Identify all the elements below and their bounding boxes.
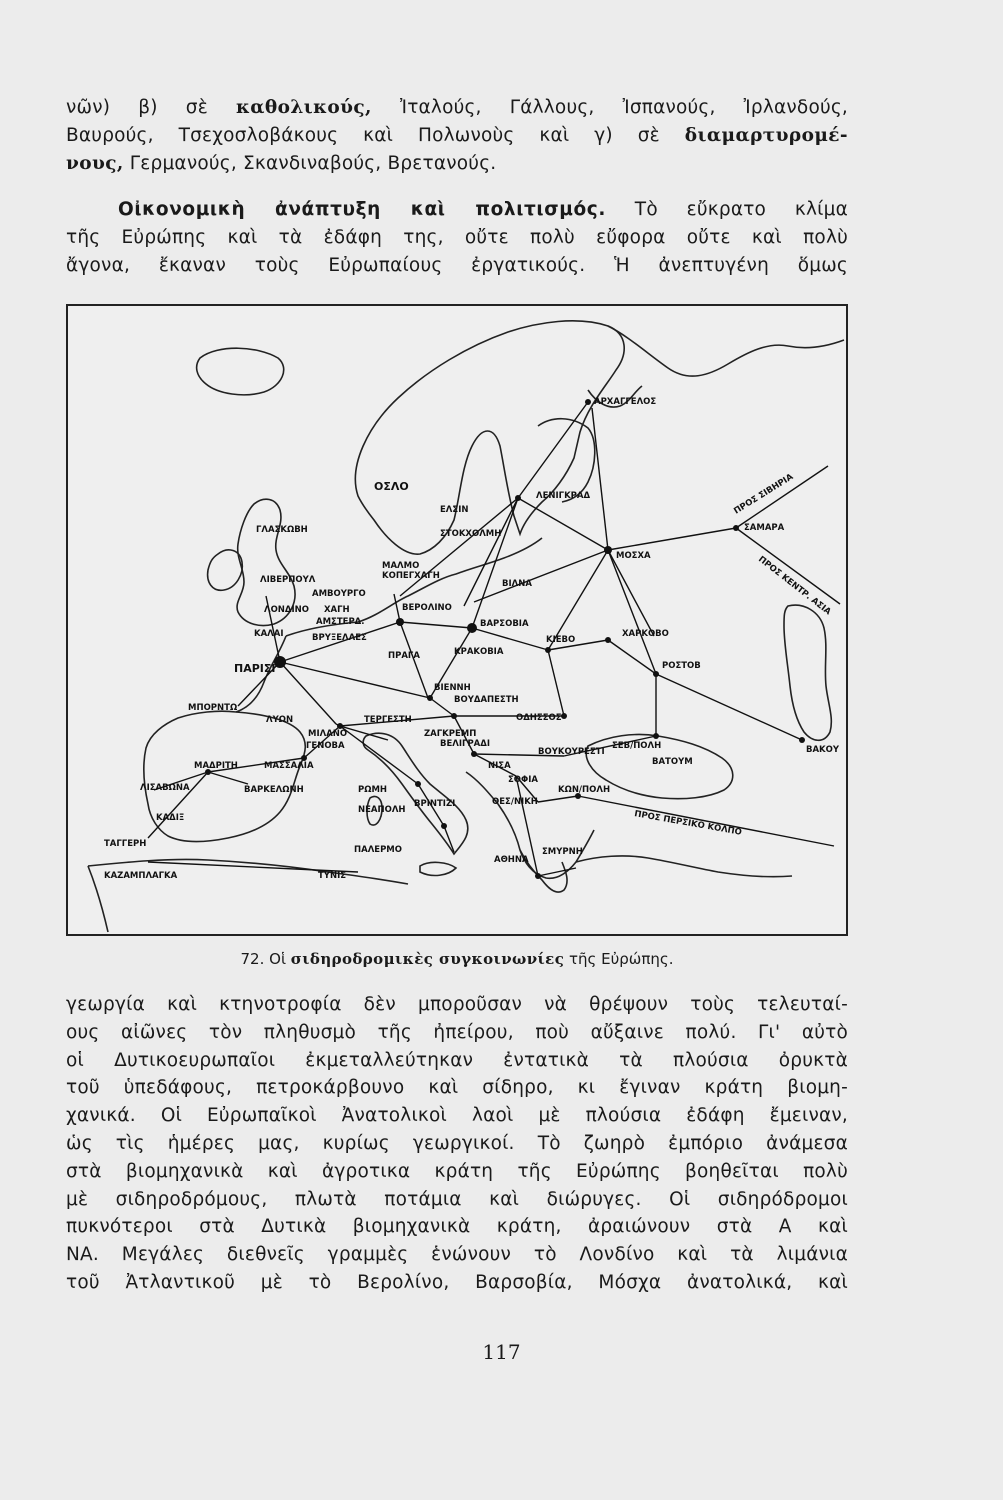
- label-kiev: ΚΙΕΒΟ: [546, 635, 576, 645]
- label-sevastopol: ΣΕΒ/ΠΟΛΗ: [612, 741, 662, 751]
- north-russia-coast: [608, 326, 844, 376]
- text-line: ους αἰῶνες τὸν πληθυσμὸ τῆς ἠπείρου, ποὺ αὔξαινε πολύ. Γι' αὐτὸ: [66, 1021, 848, 1043]
- label-brussels: ΒΡΥΞΕΛΛΕΣ: [312, 633, 367, 643]
- label-thessaloniki: ΘΕΣ/ΝΙΚΗ: [492, 797, 538, 807]
- scandinavia-outline: [355, 321, 624, 554]
- top-paragraph: [66, 94, 848, 177]
- sicily-outline: [420, 862, 456, 875]
- text-line: Οἰκονομικὴ ἀνάπτυξη καὶ πολιτισμός. Τὸ εὔκρατο κλίμα: [118, 199, 848, 220]
- coastlines: [88, 321, 844, 932]
- label-sofia: ΣΟΦΙΑ: [508, 775, 538, 785]
- label-lisbon: ΛΙΣΑΒΩΝΑ: [140, 783, 190, 793]
- label-madrid: ΜΑΔΡΙΤΗ: [194, 761, 238, 771]
- label-odessa: ΟΔΗΣΣΟΣ: [516, 713, 562, 723]
- bottom-paragraph: [66, 991, 848, 1297]
- label-copenhagen: ΚΟΠΕΓΧΑΓΗ: [382, 571, 440, 581]
- label-batumi: ΒΑΤΟΥΜ: [652, 757, 693, 767]
- text-line: ὡς τὶς ἡμέρες μας, κυρίως γεωργικοί. Τὸ ζωηρὸ ἐμπόριο ἀνάμεσα: [66, 1132, 848, 1154]
- label-baku: ΒΑΚΟΥ: [806, 745, 840, 755]
- label-to-central-asia: ΠΡΟΣ ΚΕΝΤΡ. ΑΣΙΑ: [756, 554, 833, 618]
- label-rostov: ΡΟΣΤΟΒ: [662, 661, 701, 671]
- label-budapest: ΒΟΥΔΑΠΕΣΤΗ: [454, 695, 519, 705]
- label-samara: ΣΑΜΑΡΑ: [744, 523, 785, 533]
- label-warsaw: ΒΑΡΣΟΒΙΑ: [480, 619, 529, 629]
- label-bordeaux: ΜΠΟΡΝΤΩ: [188, 703, 238, 713]
- label-belgrade: ΒΕΛΙΓΡΑΔΙ: [440, 739, 490, 749]
- label-berlin: ΒΕΡΟΛΙΝΟ: [402, 603, 452, 613]
- label-arkhangelsk: ΑΡΧΑΓΓΕΛΟΣ: [594, 397, 657, 407]
- label-malmo: ΜΑΛΜΟ: [382, 561, 420, 571]
- text-line: Βαυρούς, Τσεχοσλοβάκους καὶ Πολωνοὺς καὶ γ) σὲ διαμαρτυρομέ-: [66, 124, 848, 146]
- label-rome: ΡΩΜΗ: [358, 785, 388, 795]
- label-vilnius: ΒΙΛΝΑ: [502, 579, 532, 589]
- text-line: τῆς Εὐρώπης καὶ τὰ ἐδάφη της, οὔτε πολὺ εὔφορα οὔτε καὶ πολὺ: [66, 226, 848, 248]
- label-helsinki: ΕΛΣΙΝ: [440, 505, 469, 515]
- label-prague: ΠΡΑΓΑ: [388, 651, 420, 661]
- text-line: νους, Γερμανούς, Σκανδιναβούς, Βρετανούς.: [66, 152, 497, 174]
- text-line: τοῦ ὑπεδάφους, πετροκάρβουνο καὶ σίδηρο, κι ἔγιναν κράτη βιομη-: [66, 1077, 848, 1099]
- label-oslo: ΟΣΛΟ: [374, 480, 409, 493]
- section-paragraph: [66, 196, 848, 279]
- label-stockholm: ΣΤΟΚΧΟΛΜΗ: [440, 529, 502, 539]
- map-drawing: [68, 306, 846, 934]
- label-leningrad: ΛΕΝΙΓΚΡΑΔ: [536, 491, 591, 501]
- label-tangier: ΤΑΓΓΕΡΗ: [104, 839, 147, 849]
- label-amsterdam: ΑΜΣΤΕΡΔ.: [316, 617, 365, 627]
- label-trieste: ΤΕΡΓΕΣΤΗ: [364, 715, 412, 725]
- text-line: ἄγονα, ἔκαναν τοὺς Εὐρωπαίους ἐργατικούς. Ἡ ἀνεπτυγένη ὅμως: [66, 254, 848, 276]
- label-palermo: ΠΑΛΕΡΜΟ: [354, 845, 402, 855]
- section-heading: Οἰκονομικὴ ἀνάπτυξη καὶ πολιτισμός.: [118, 199, 606, 220]
- label-athens: ΑΘΗΝΑ: [494, 855, 529, 865]
- label-constantinople: ΚΩΝ/ΠΟΛΗ: [558, 785, 611, 795]
- text-line: μὲ σιδηροδρόμους, πλωτὰ ποτάμια καὶ διώρυγες. Οἱ σιδηρόδρομοι: [66, 1188, 848, 1210]
- label-vienna: ΒΙΕΝΝΗ: [434, 683, 471, 693]
- page-number: 117: [482, 1340, 521, 1364]
- label-hague: ΧΑΓΗ: [324, 605, 350, 615]
- label-lyon: ΛΥΩΝ: [266, 715, 294, 725]
- label-cadiz: ΚΑΔΙΞ: [156, 813, 185, 823]
- label-genoa: ΓΕΝΟΒΑ: [306, 741, 345, 751]
- label-hamburg: ΑΜΒΟΥΡΓΟ: [312, 589, 366, 599]
- label-milan: ΜΙΛΑΝΟ: [308, 729, 348, 739]
- label-marseille: ΜΑΣΣΑΛΙΑ: [264, 761, 314, 771]
- text-line: νῶν) β) σὲ καθολικούς, Ἰταλούς, Γάλλους, Ἰσπανούς, Ἰρλανδούς,: [66, 97, 848, 118]
- label-to-persian-gulf: ΠΡΟΣ ΠΕΡΣΙΚΟ ΚΟΛΠΟ: [633, 809, 743, 838]
- caspian-sea-outline: [784, 605, 831, 740]
- text-line: χανικά. Οἱ Εὐρωπαῖκοὶ Ἀνατολικοὶ λαοὶ μὲ πλούσια ἐδάφη ἔμειναν,: [66, 1105, 848, 1127]
- label-zagreb: ΖΑΓΚΡΕΜΠ: [424, 729, 477, 739]
- label-casablanca: ΚΑΖΑΜΠΛΑΓΚΑ: [104, 871, 178, 881]
- label-calais: ΚΑΛΑΙ: [254, 629, 284, 639]
- ireland-outline: [208, 550, 243, 590]
- label-barcelona: ΒΑΡΚΕΛΩΝΗ: [244, 785, 304, 795]
- text-line: οἱ Δυτικοευρωπαῖοι ἐκμεταλλεύτηκαν ἐντατικὰ τὰ πλούσια ὀρυκτὰ: [66, 1049, 848, 1071]
- anatolia-coast: [576, 856, 792, 877]
- text-line: στὰ βιομηχανικὰ καὶ ἀγροτικα κράτη τῆς Εὐρώπης βοηθεῖται πολὺ: [66, 1160, 848, 1182]
- label-krakow: ΚΡΑΚΟΒΙΑ: [454, 647, 504, 657]
- label-moscow: ΜΟΣΧΑ: [616, 551, 651, 561]
- label-brindisi: ΒΡΙΝΤΙΖΙ: [414, 799, 456, 809]
- label-paris: ΠΑΡΙΣΙ: [234, 662, 276, 675]
- railway-map: [66, 304, 848, 936]
- text-line: πυκνότεροι στὰ Δυτικὰ βιομηχανικὰ κράτη, ἀραιώνουν στὰ Α καὶ: [66, 1216, 848, 1238]
- label-kharkov: ΧΑΡΚΟΒΟ: [622, 629, 669, 639]
- label-tunis: ΤΥΝΙΣ: [318, 871, 347, 881]
- label-nis: ΝΙΣΑ: [488, 761, 511, 771]
- text-line: γεωργία καὶ κτηνοτροφία δὲν μποροῦσαν νὰ θρέψουν τοὺς τελευταί-: [66, 994, 848, 1015]
- label-to-siberia: ΠΡΟΣ ΣΙΒΗΡΙΑ: [732, 472, 796, 517]
- label-glasgow: ΓΛΑΣΚΩΒΗ: [256, 525, 308, 535]
- iceland-outline: [197, 348, 284, 395]
- label-naples: ΝΕΑΠΟΛΗ: [358, 805, 406, 815]
- label-smyrna: ΣΜΥΡΝΗ: [542, 847, 583, 857]
- text-line: ΝΑ. Μεγάλες διεθνεῖς γραμμὲς ἑνώνουν τὸ Λονδίνο καὶ τὰ λιμάνια: [66, 1244, 848, 1266]
- label-liverpool: ΛΙΒΕΡΠΟΥΛ: [260, 575, 316, 585]
- label-bucharest: ΒΟΥΚΟΥΡΕΣΤΙ: [538, 747, 605, 757]
- figure-caption: 72. Οἱ σιδηροδρομικὲς συγκοινωνίες τῆς Εὐρώπης.: [240, 950, 674, 968]
- city-labels: [104, 397, 840, 881]
- text-line: τοῦ Ἀτλαντικοῦ μὲ τὸ Βερολίνο, Βαρσοβία, Μόσχα ἀνατολικά, καὶ: [66, 1271, 848, 1293]
- label-london: ΛΟΝΔΙΝΟ: [264, 605, 309, 615]
